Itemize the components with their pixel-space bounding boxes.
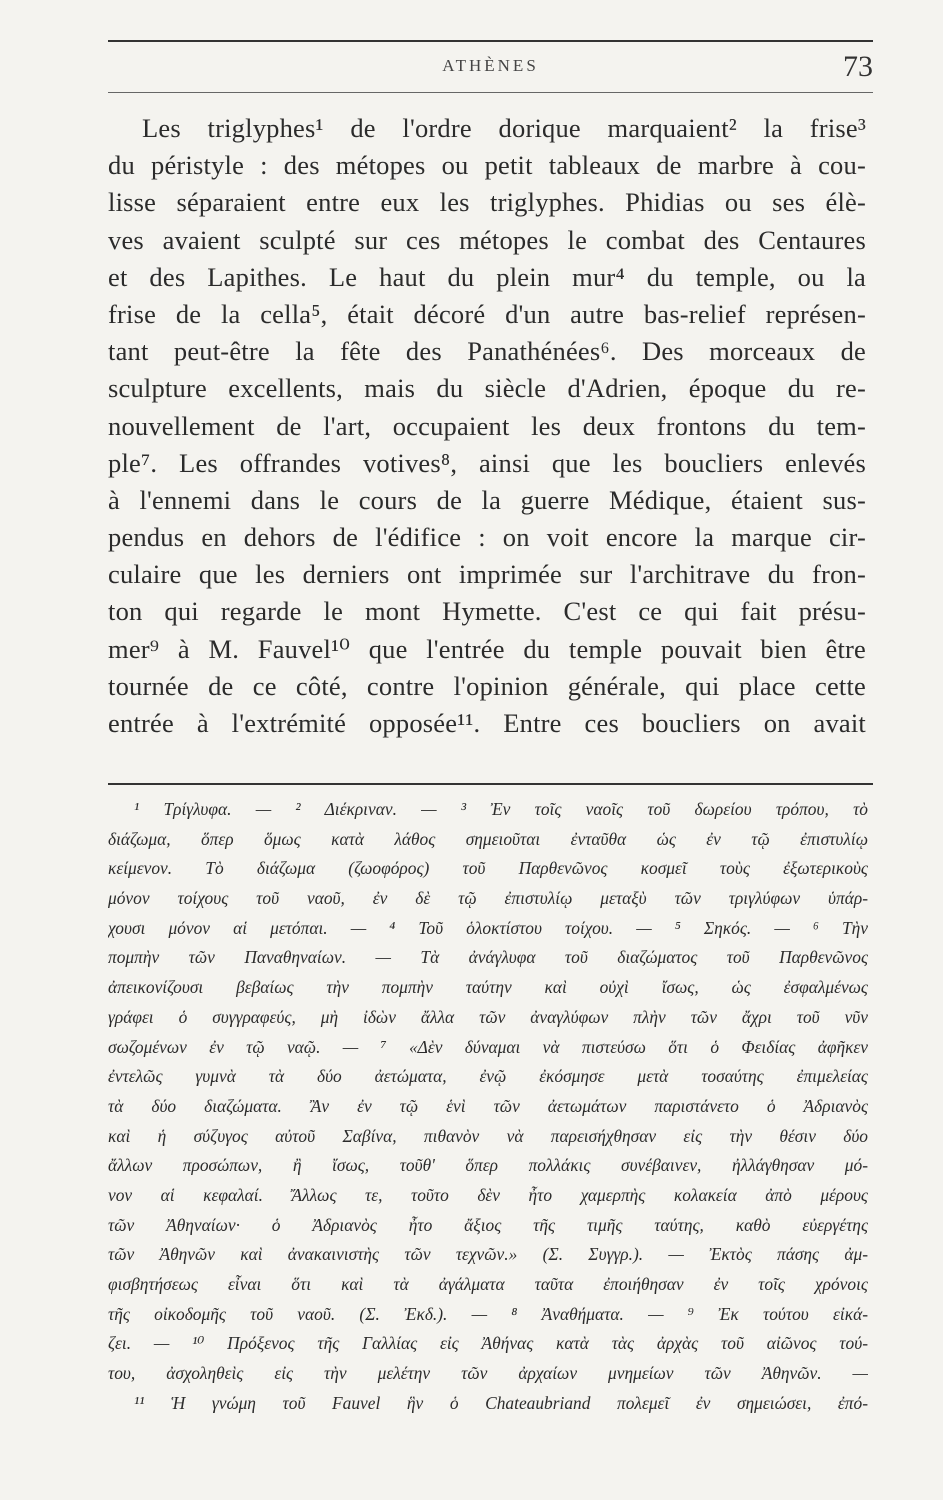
footnote-rule [108, 783, 873, 785]
footnote-line: ἀπεικονίζουσι βεβαίως τὴν πομπὴν ταύτην καὶ οὐχὶ ἴσως, ὡς ἐσφαλμένως [108, 977, 868, 998]
footnote-line: τὰ δύο διαζώματα. Ἂν ἐν τῷ ἑνὶ τῶν ἀετωμάτων παριστάνετο ὁ Ἀδριανὸς [108, 1095, 868, 1116]
footnote-line: χουσι μόνον αἱ μετόπαι. — ⁴ Τοῦ ὁλοκτίστου τοίχου. — ⁵ Σηκός. — ⁶ Τὴν [108, 917, 868, 938]
footnote-line: τῶν Ἀθηνῶν καὶ ἀνακαινιστὴς τῶν τεχνῶν.» (Σ. Συγγρ.). — Ἐκτὸς πάσης ἀμ- [108, 1244, 868, 1265]
text-line: culaire que les derniers ont imprimée sur l'architrave du fron- [108, 559, 866, 590]
footnote-line: πομπὴν τῶν Παναθηναίων. — Τὰ ἀνάγλυφα τοῦ διαζώματος τοῦ Παρθενῶνος [108, 947, 868, 968]
footnote-line: ζει. — ¹⁰ Πρόξενος τῆς Γαλλίας εἰς Ἀθήνας κατὰ τὰς ἀρχὰς τοῦ αἰῶνος τού- [108, 1333, 868, 1354]
text-line: lisse séparaient entre eux les triglyphes. Phidias ou ses élè- [108, 187, 866, 218]
page-number: 73 [843, 50, 873, 83]
text-line: ton qui regarde le mont Hymette. C'est ce qui fait présu- [108, 596, 866, 627]
main-text [108, 110, 866, 742]
text-line: et des Lapithes. Le haut du plein mur⁴ du temple, ou la [108, 261, 866, 292]
page-header [108, 50, 873, 90]
footnote-line: μόνον τοίχους τοῦ ναοῦ, ἐν δὲ τῷ ἐπιστυλίῳ μεταξὺ τῶν τριγλύφων ὑπάρ- [108, 888, 868, 909]
footnote-line: γράφει ὁ συγγραφεύς, μὴ ἰδὼν ἄλλα τῶν ἀναγλύφων πλὴν τῶν ἄχρι τοῦ νῦν [108, 1006, 868, 1027]
footnote-line: φισβητήσεως εἶναι ὅτι καὶ τὰ ἀγάλματα ταῦτα ἐποιήθησαν ἐν τοῖς χρόνοις [108, 1274, 868, 1294]
text-line: à l'ennemi dans le cours de la guerre Médique, étaient sus- [108, 484, 866, 515]
top-rule [108, 40, 873, 42]
text-line: sculpture excellents, mais du siècle d'Adrien, époque du re- [108, 373, 866, 404]
footnotes [108, 795, 868, 1418]
header-rule [108, 92, 873, 93]
text-line: tournée de ce côté, contre l'opinion générale, qui place cette [108, 670, 866, 701]
footnote-line: ¹¹ Ἡ γνώμη τοῦ Fauvel ἣν ὁ Chateaubriand πολεμεῖ ἐν σημειώσει, ἐπό- [134, 1392, 868, 1413]
footnote-line: κείμενον. Τὸ διάζωμα (ζωοφόρος) τοῦ Παρθενῶνος κοσμεῖ τοὺς ἐξωτερικοὺς [108, 858, 868, 879]
footnote-line: ἐντελῶς γυμνὰ τὰ δύο ἀετώματα, ἐνῷ ἐκόσμησε μετὰ τοσαύτης ἐπιμελείας [108, 1066, 868, 1087]
footnote-line: τῆς οἰκοδομῆς τοῦ ναοῦ. (Σ. Ἐκδ.). — ⁸ Ἀναθήματα. — ⁹ Ἐκ τούτου εἰκά- [108, 1303, 868, 1324]
text-line: ves avaient sculpté sur ces métopes le combat des Centaures [108, 224, 866, 255]
footnote-line: ¹ Τρίγλυφα. — ² Διέκριναν. — ³ Ἐν τοῖς ναοῖς τοῦ δωρείου τρόπου, τὸ [134, 799, 868, 819]
footnote-line: ἄλλων προσώπων, ἢ ἴσως, τοῦθ' ὅπερ πολλάκις συνέβαινεν, ἠλλάγθησαν μό- [108, 1155, 868, 1176]
footnote-line: διάζωμα, ὅπερ ὅμως κατὰ λάθος σημειοῦται ἐνταῦθα ὡς ἐν τῷ ἐπιστυλίῳ [108, 828, 868, 849]
text-line: tant peut-être la fête des Panathénées⁶. Des morceaux de [108, 336, 866, 367]
text-line: ple⁷. Les offrandes votives⁸, ainsi que les boucliers enlevés [108, 447, 866, 478]
footnote-line: καὶ ἡ σύζυγος αὐτοῦ Σαβίνα, πιθανὸν νὰ παρεισήχθησαν εἰς τὴν θέσιν δύο [108, 1125, 868, 1146]
running-title: ATHÈNES [442, 56, 539, 75]
text-line: entrée à l'extrémité opposée¹¹. Entre ces boucliers on avait [108, 708, 866, 738]
footnote-line: νον αἱ κεφαλαί. Ἄλλως τε, τοῦτο δὲν ἦτο χαμερπὴς κολακεία ἀπὸ μέρους [108, 1184, 868, 1205]
footnote-line: του, ἀσχοληθεὶς εἰς τὴν μελέτην τῶν ἀρχαίων μνημείων τῶν Ἀθηνῶν. — [108, 1363, 868, 1384]
text-line: frise de la cella⁵, était décoré d'un autre bas-relief représen- [108, 298, 866, 329]
text-line: Les triglyphes¹ de l'ordre dorique marquaient² la frise³ [142, 113, 866, 143]
footnote-line: τῶν Ἀθηναίων· ὁ Ἀδριανὸς ἦτο ἄξιος τῆς τιμῆς ταύτης, καθὸ εὐεργέτης [108, 1214, 868, 1235]
footnote-line: σωζομένων ἐν τῷ ναῷ. — ⁷ «Δὲν δύναμαι νὰ πιστεύσω ὅτι ὁ Φειδίας ἀφῆκεν [108, 1036, 868, 1057]
text-line: pendus en dehors de l'édifice : on voit encore la marque cir- [108, 522, 866, 553]
text-line: mer⁹ à M. Fauvel¹⁰ que l'entrée du temple pouvait bien être [108, 633, 866, 664]
text-line: du péristyle : des métopes ou petit tableaux de marbre à cou- [108, 150, 866, 181]
text-line: nouvellement de l'art, occupaient les deux frontons du tem- [108, 410, 866, 441]
